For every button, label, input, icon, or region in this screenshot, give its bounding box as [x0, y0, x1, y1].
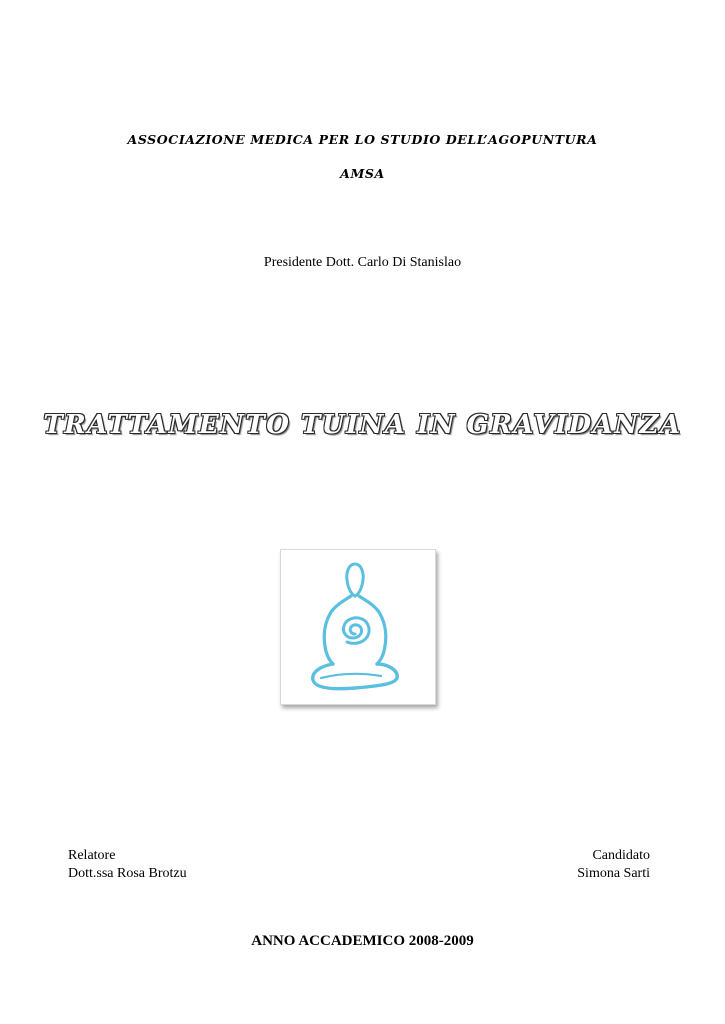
- candidate-name: Simona Sarti: [577, 866, 650, 881]
- candidate-role: Candidato: [592, 848, 650, 863]
- supervisor-block: [68, 847, 187, 883]
- academic-year: ANNO ACCADEMICO 2008-2009: [251, 933, 474, 949]
- supervisor-role: Relatore: [68, 848, 116, 863]
- president-line: Presidente Dott. Carlo Di Stanislao: [263, 255, 462, 270]
- association-name: ASSOCIAZIONE MEDICA PER LO STUDIO DELL’AGOPUNTURA: [127, 132, 598, 147]
- supervisor-name: Dott.ssa Rosa Brotzu: [68, 866, 187, 881]
- logo-image: [280, 549, 436, 705]
- association-acronym: AMSA: [340, 166, 385, 181]
- thesis-title: TRATTAMENTO TUINA IN GRAVIDANZA: [43, 410, 682, 440]
- meditating-figure-spiral-icon: [281, 550, 435, 704]
- candidate-block: [577, 847, 650, 883]
